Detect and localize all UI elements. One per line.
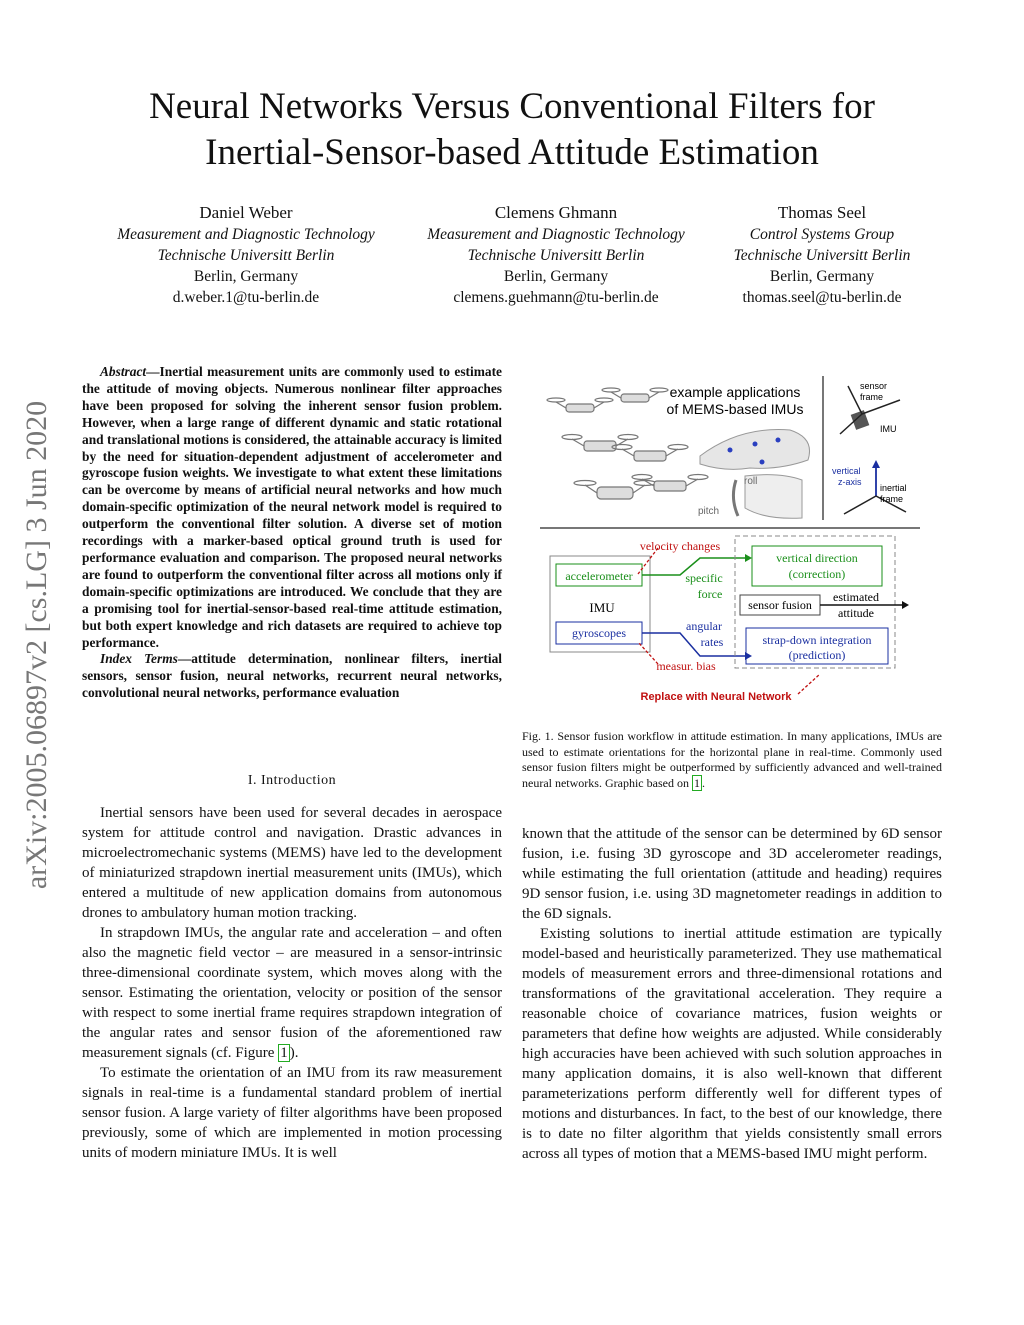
apps-title-line-1: example applications <box>669 384 801 400</box>
abstract-text: —Inertial measurement units are commonly used to estimate the attitude of moving objects. Numerous nonlinear filter approaches have been proposed for solving the inherent sensor fusion problem. However, when a large range of different dynamic and static rotational and translational motions is considered, the attainable accuracy is limited by the need for situation-dependent adjustment of accelerometer and gyroscope fusion weights. We investigate to what extent these limitations can be overcome by means of artificial neural networks and how much domain-specific optimization of the neural network model is required to outperform the conventional filter solution. A diverse set of motion recordings with a marker-based optical ground truth is used for performance evaluation and comparison. The proposed neural networks are found to outperform the conventional filter across all motions only if domain-specific optimizations are introduced. We conclude that they are a promising tool for inertial-sensor-based real-time attitude estimation, but both expert knowledge and rich datasets are required to achieve top performance. <box>82 364 502 650</box>
arxiv-sidebar <box>14 360 60 930</box>
paragraph-text: ). <box>289 1045 299 1061</box>
apps-title-line-2: of MEMS-based IMUs <box>666 401 804 417</box>
section-heading: I. Introduction <box>247 773 337 788</box>
vertical-axis-label-1: vertical <box>832 466 861 476</box>
left-column-body <box>82 803 502 1163</box>
right-column-body <box>522 824 942 1164</box>
velocity-changes-label: velocity changes <box>639 539 721 553</box>
paragraph: Existing solutions to inertial attitude estimation are typically model-based and heuristically parameterized. They use mathematical models of measurement errors and three-dimensional rotations and transformations of the gravitational acceleration. They require a reasonable choice of covariance matrices, fusion weights or parameters that define how weights are adjusted. While considerably high accuracies have been achieved with such solution approaches in many application domains, it is also well-known that different parameterizations perform differently well for different types of motions and disturbances. In fact, to the best of our knowledge, there is to date no filter algorithm that yields consistently small errors across all types of motion that a MEMS-based IMU might perform. <box>522 926 942 1162</box>
paragraph: Inertial sensors have been used for several decades in aerospace system for attitude control and navigation. Drastic advances in microelectromechanic systems (MEMS) have led to the development of miniaturized strapdown inertial measurement units (IMUs), which entered a multitude of new application domains from autonomous drones to ambulatory human motion tracking. <box>82 805 502 921</box>
replace-arrow <box>798 674 820 694</box>
caption-text: Fig. 1. Sensor fusion workflow in attitude estimation. In many applications, IMUs are used to estimate orientations for the horizontal plane in real-time. Commonly used sensor fusion filters might be outperformed by sufficiently advanced and well-trained neural networks. Graphic based on <box>522 729 942 790</box>
sensor-frame-label-1: sensor <box>860 381 888 391</box>
figure-reference-link[interactable]: 1 <box>280 1045 288 1061</box>
sensor-frame-label-2: frame <box>860 392 884 402</box>
marker-dot <box>728 448 733 453</box>
index-terms-text: —attitude determination, nonlinear filters, inertial sensors, sensor fusion, neural networks, recurrent neural networks, convolutional neural networks, performance evaluation <box>82 651 503 701</box>
caption-reference-link[interactable]: 1 <box>693 775 700 790</box>
author-block-3 <box>672 202 972 308</box>
author-dept: Control Systems Group <box>749 226 895 243</box>
author-city: Berlin, Germany <box>503 268 609 285</box>
author-dept: Measurement and Diagnostic Technology <box>427 226 685 243</box>
author-dept: Measurement and Diagnostic Technology <box>117 226 375 243</box>
angular-label: angular <box>686 619 722 633</box>
author-name: Clemens Ghmann <box>494 203 618 222</box>
index-terms-label: Index Terms <box>100 651 178 667</box>
figure-caption <box>522 729 942 791</box>
inertial-frame-label-1: inertial <box>880 483 907 493</box>
inertial-frame-label-2: frame <box>880 494 904 504</box>
imu-small-label: IMU <box>880 424 897 434</box>
rates-label: rates <box>700 635 724 649</box>
abstract <box>82 364 502 702</box>
author-institution: Technische Universitt Berlin <box>157 247 335 264</box>
title-line-1: Neural Networks Versus Conventional Filters for <box>149 86 875 127</box>
paragraph-text: In strapdown IMUs, the angular rate and acceleration – and often also the magnetic field vector – are measured in a sensor-intrinsic three-dimensional coordinate system, which moves along with the sensor. Estimating the orientation, velocity or position of the sensor with respect to some inertial frame requires strapdown integration of the angular rates and sensor fusion of the aforementioned raw measurement signals (cf. Figure <box>82 925 502 1061</box>
force-label: force <box>697 587 723 601</box>
title-line-2: Inertial-Sensor-based Attitude Estimation <box>205 132 819 173</box>
estimated-label: estimated <box>833 590 879 604</box>
sensor-fusion-label: sensor fusion <box>748 598 812 612</box>
measur-bias-label: measur. bias <box>656 659 716 673</box>
correction-label: (correction) <box>788 567 846 581</box>
author-name: Thomas Seel <box>777 203 867 222</box>
vertical-axis-label-2: z-axis <box>838 477 862 487</box>
prediction-label: (prediction) <box>788 648 846 662</box>
author-institution: Technische Universitt Berlin <box>733 247 911 264</box>
paper-title <box>0 84 1024 176</box>
author-city: Berlin, Germany <box>769 268 875 285</box>
roll-label: roll <box>744 476 758 487</box>
gyroscopes-label: gyroscopes <box>572 626 626 640</box>
specific-label: specific <box>685 571 723 585</box>
arxiv-id: arXiv:2005.06897v2 [cs.LG] 3 Jun 2020 <box>20 400 53 890</box>
author-block-1 <box>96 202 396 308</box>
author-name: Daniel Weber <box>199 203 293 222</box>
caption-text-end: . <box>701 775 705 790</box>
sensor-fusion-diagram <box>540 368 920 703</box>
author-institution: Technische Universitt Berlin <box>467 247 645 264</box>
author-email[interactable]: d.weber.1@tu-berlin.de <box>172 289 320 306</box>
attitude-label: attitude <box>838 606 874 620</box>
author-city: Berlin, Germany <box>193 268 299 285</box>
pitch-arrow-icon <box>733 480 738 516</box>
abstract-label: Abstract <box>100 364 147 379</box>
strapdown-label: strap-down integration <box>762 633 872 647</box>
replace-nn-label: Replace with Neural Network <box>640 691 792 703</box>
paragraph: To estimate the orientation of an IMU from its raw measurement signals in real-time is a fundamental standard problem of inertial sensor fusion. A large variety of filter algorithms have been proposed previously, some of which are implemented in motion processing units of modern miniature IMUs. It is well <box>82 1065 502 1161</box>
author-block-2 <box>406 202 706 308</box>
imu-label: IMU <box>589 600 615 615</box>
pitch-label: pitch <box>698 506 720 517</box>
hand-illustration <box>698 430 810 519</box>
paragraph: known that the attitude of the sensor can be determined by 6D sensor fusion, i.e. fusing 3D gyroscope and 3D accelerometer readings, while estimating the full orientation (attitude and heading) requires 9D sensor fusion, i.e. using 3D magnetometer readings in addition to the 6D signals. <box>522 826 942 922</box>
author-email[interactable]: clemens.guehmann@tu-berlin.de <box>453 289 659 306</box>
marker-dot <box>760 460 765 465</box>
bias-arrow <box>638 642 658 664</box>
figure-1 <box>540 368 920 703</box>
accelerometer-label: accelerometer <box>565 569 633 583</box>
marker-dot <box>776 438 781 443</box>
gyro-signal-path <box>642 633 745 656</box>
marker-dot <box>753 442 758 447</box>
vertical-direction-label: vertical direction <box>776 551 858 565</box>
paragraph <box>82 923 502 1063</box>
author-email[interactable]: thomas.seel@tu-berlin.de <box>742 289 902 306</box>
